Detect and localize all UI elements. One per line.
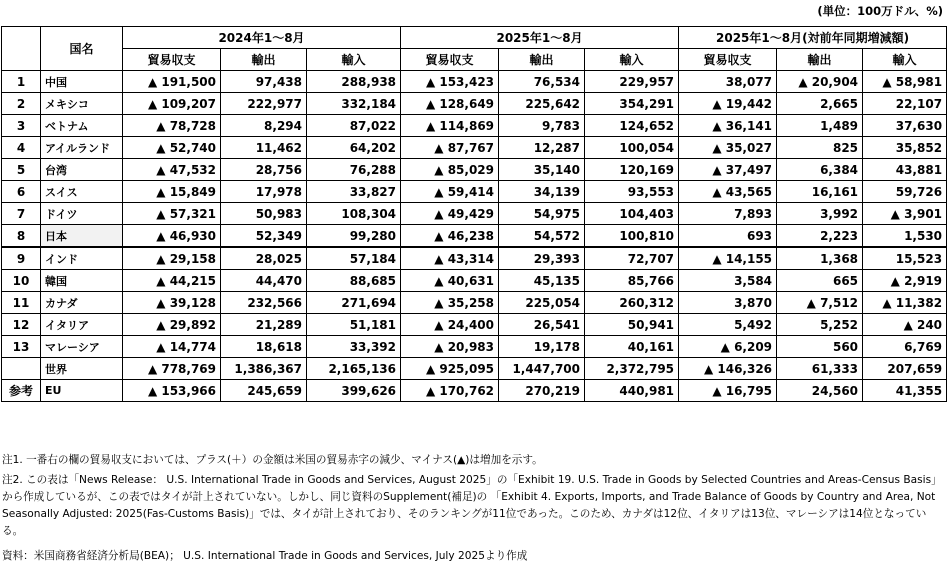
value-cell: 41,355: [863, 380, 947, 402]
rank-cell: 9: [2, 247, 41, 270]
value-cell: 37,630: [863, 115, 947, 137]
value-cell: 93,553: [585, 181, 679, 203]
value-cell: 229,957: [585, 71, 679, 93]
rank-cell: 2: [2, 93, 41, 115]
value-cell: 97,438: [221, 71, 307, 93]
value-cell: 5,492: [679, 314, 777, 336]
value-cell: ▲ 3,901: [863, 203, 947, 225]
subcol-exports: 輸出: [499, 49, 585, 71]
value-cell: 1,368: [777, 247, 863, 270]
value-cell: ▲ 7,512: [777, 292, 863, 314]
subcol-balance: 貿易収支: [123, 49, 221, 71]
value-cell: 76,288: [307, 159, 401, 181]
value-cell: ▲ 14,774: [123, 336, 221, 358]
country-cell: ドイツ: [41, 203, 123, 225]
value-cell: 124,652: [585, 115, 679, 137]
table-row: [2, 314, 947, 336]
value-cell: 354,291: [585, 93, 679, 115]
table-row: [2, 336, 947, 358]
value-cell: ▲ 29,892: [123, 314, 221, 336]
value-cell: 665: [777, 270, 863, 292]
value-cell: ▲ 20,904: [777, 71, 863, 93]
group-header-2025: 2025年1～8月: [401, 27, 679, 49]
country-cell: 中国: [41, 71, 123, 93]
value-cell: ▲ 49,429: [401, 203, 499, 225]
country-cell: イタリア: [41, 314, 123, 336]
header-row-subcols: [2, 49, 947, 71]
value-cell: 2,372,795: [585, 358, 679, 380]
value-cell: ▲ 191,500: [123, 71, 221, 93]
value-cell: 232,566: [221, 292, 307, 314]
value-cell: 260,312: [585, 292, 679, 314]
value-cell: 100,810: [585, 225, 679, 248]
value-cell: 50,941: [585, 314, 679, 336]
value-cell: ▲ 52,740: [123, 137, 221, 159]
rank-cell: 12: [2, 314, 41, 336]
value-cell: 245,659: [221, 380, 307, 402]
table-body: [2, 71, 947, 402]
value-cell: ▲ 78,728: [123, 115, 221, 137]
note-1: 注1. 一番右の欄の貿易収支においては、プラス(＋）の金額は米国の貿易赤字の減少、マイナス(▲)は増加を示す。: [2, 454, 543, 466]
value-cell: 271,694: [307, 292, 401, 314]
value-cell: ▲ 24,400: [401, 314, 499, 336]
table-row: [2, 137, 947, 159]
value-cell: 222,977: [221, 93, 307, 115]
subcol-balance: 貿易収支: [401, 49, 499, 71]
rank-cell: [2, 358, 41, 380]
value-cell: ▲ 20,983: [401, 336, 499, 358]
value-cell: 5,252: [777, 314, 863, 336]
value-cell: 207,659: [863, 358, 947, 380]
notes: [2, 452, 942, 565]
table-row: [2, 181, 947, 203]
table-row: [2, 71, 947, 93]
country-cell: 日本: [41, 225, 123, 248]
value-cell: 44,470: [221, 270, 307, 292]
value-cell: 64,202: [307, 137, 401, 159]
value-cell: 57,184: [307, 247, 401, 270]
subcol-exports: 輸出: [221, 49, 307, 71]
value-cell: ▲ 11,382: [863, 292, 947, 314]
value-cell: ▲ 778,769: [123, 358, 221, 380]
value-cell: 76,534: [499, 71, 585, 93]
rank-cell: 8: [2, 225, 41, 248]
value-cell: 33,827: [307, 181, 401, 203]
source-note: 資料：米国商務省経済分析局(BEA)； U.S. International Trade in Goods and Services, July 2025より作成: [2, 550, 528, 562]
value-cell: 9,783: [499, 115, 585, 137]
value-cell: 2,223: [777, 225, 863, 248]
value-cell: 3,584: [679, 270, 777, 292]
value-cell: 12,287: [499, 137, 585, 159]
value-cell: 54,975: [499, 203, 585, 225]
value-cell: 24,560: [777, 380, 863, 402]
value-cell: 825: [777, 137, 863, 159]
country-cell: カナダ: [41, 292, 123, 314]
subcol-imports: 輸入: [307, 49, 401, 71]
value-cell: 35,140: [499, 159, 585, 181]
table-row: [2, 203, 947, 225]
value-cell: 40,161: [585, 336, 679, 358]
value-cell: ▲ 37,497: [679, 159, 777, 181]
value-cell: ▲ 109,207: [123, 93, 221, 115]
value-cell: 693: [679, 225, 777, 248]
country-cell: スイス: [41, 181, 123, 203]
table-row: [2, 115, 947, 137]
country-cell: 台湾: [41, 159, 123, 181]
value-cell: ▲ 39,128: [123, 292, 221, 314]
group-header-change: 2025年1～8月(対前年同期増減額): [679, 27, 947, 49]
value-cell: 16,161: [777, 181, 863, 203]
value-cell: ▲ 14,155: [679, 247, 777, 270]
value-cell: 21,289: [221, 314, 307, 336]
value-cell: 6,384: [777, 159, 863, 181]
value-cell: 288,938: [307, 71, 401, 93]
value-cell: ▲ 57,321: [123, 203, 221, 225]
value-cell: 108,304: [307, 203, 401, 225]
value-cell: ▲ 36,141: [679, 115, 777, 137]
value-cell: 440,981: [585, 380, 679, 402]
value-cell: ▲ 47,532: [123, 159, 221, 181]
country-header: 国名: [41, 27, 123, 71]
value-cell: ▲ 29,158: [123, 247, 221, 270]
rank-cell: 3: [2, 115, 41, 137]
rank-cell: 13: [2, 336, 41, 358]
value-cell: 1,489: [777, 115, 863, 137]
value-cell: 399,626: [307, 380, 401, 402]
country-cell: アイルランド: [41, 137, 123, 159]
value-cell: ▲ 35,027: [679, 137, 777, 159]
value-cell: 120,169: [585, 159, 679, 181]
table-row: [2, 292, 947, 314]
table-row: [2, 93, 947, 115]
table-row: [2, 159, 947, 181]
value-cell: ▲ 85,029: [401, 159, 499, 181]
value-cell: 3,992: [777, 203, 863, 225]
value-cell: 270,219: [499, 380, 585, 402]
value-cell: ▲ 35,258: [401, 292, 499, 314]
value-cell: ▲ 43,314: [401, 247, 499, 270]
rank-cell: 4: [2, 137, 41, 159]
country-cell: メキシコ: [41, 93, 123, 115]
table-row: [2, 380, 947, 402]
table-row: [2, 270, 947, 292]
country-cell: 世界: [41, 358, 123, 380]
value-cell: ▲ 2,919: [863, 270, 947, 292]
value-cell: ▲ 15,849: [123, 181, 221, 203]
value-cell: 45,135: [499, 270, 585, 292]
value-cell: ▲ 6,209: [679, 336, 777, 358]
value-cell: 43,881: [863, 159, 947, 181]
value-cell: 38,077: [679, 71, 777, 93]
value-cell: 35,852: [863, 137, 947, 159]
value-cell: 72,707: [585, 247, 679, 270]
value-cell: 85,766: [585, 270, 679, 292]
value-cell: 104,403: [585, 203, 679, 225]
trade-table: [1, 26, 947, 402]
value-cell: 7,893: [679, 203, 777, 225]
subcol-imports: 輸入: [863, 49, 947, 71]
value-cell: 19,178: [499, 336, 585, 358]
value-cell: ▲ 59,414: [401, 181, 499, 203]
rank-cell: 参考: [2, 380, 41, 402]
country-cell: マレーシア: [41, 336, 123, 358]
value-cell: 88,685: [307, 270, 401, 292]
value-cell: 50,983: [221, 203, 307, 225]
value-cell: ▲ 153,423: [401, 71, 499, 93]
value-cell: 2,665: [777, 93, 863, 115]
value-cell: 1,447,700: [499, 358, 585, 380]
value-cell: ▲ 46,238: [401, 225, 499, 248]
value-cell: 52,349: [221, 225, 307, 248]
value-cell: 59,726: [863, 181, 947, 203]
unit-label: (単位：100万ドル、%): [817, 4, 943, 18]
rank-header: [2, 27, 41, 71]
value-cell: 22,107: [863, 93, 947, 115]
value-cell: 29,393: [499, 247, 585, 270]
value-cell: 225,642: [499, 93, 585, 115]
value-cell: 6,769: [863, 336, 947, 358]
value-cell: ▲ 43,565: [679, 181, 777, 203]
value-cell: ▲ 128,649: [401, 93, 499, 115]
value-cell: 1,530: [863, 225, 947, 248]
value-cell: ▲ 40,631: [401, 270, 499, 292]
rank-cell: 11: [2, 292, 41, 314]
rank-cell: 5: [2, 159, 41, 181]
country-cell: 韓国: [41, 270, 123, 292]
note-2: 注2. この表は「News Release： U.S. International Trade in Goods and Services, August 2025」の「Exhibit 19. U.S. Trade in Goods by Selected Countries and Areas-Census Basis」から作成しているが、この表ではタイが計上されていない。しかし、同じ資料のSupplement(補足)の 「Exhibit 4. Exports, Imports, and Trade Balance of Goods by Country and Area, Not Seasonally Adjusted: 2025(Fas-Customs Basis)」では、タイが計上されており、そのランキングが11位であった。このため、カナダは12位、イタリアは13位、マレーシアは14位となっている。: [2, 474, 942, 537]
table-row: [2, 358, 947, 380]
value-cell: 34,139: [499, 181, 585, 203]
country-cell: ベトナム: [41, 115, 123, 137]
value-cell: ▲ 925,095: [401, 358, 499, 380]
value-cell: 15,523: [863, 247, 947, 270]
rank-cell: 1: [2, 71, 41, 93]
table-row: [2, 225, 947, 248]
header-row-groups: [2, 27, 947, 49]
value-cell: 99,280: [307, 225, 401, 248]
value-cell: 8,294: [221, 115, 307, 137]
table-row: [2, 247, 947, 270]
subcol-exports: 輸出: [777, 49, 863, 71]
value-cell: 11,462: [221, 137, 307, 159]
value-cell: ▲ 19,442: [679, 93, 777, 115]
value-cell: 1,386,367: [221, 358, 307, 380]
value-cell: ▲ 46,930: [123, 225, 221, 248]
value-cell: 61,333: [777, 358, 863, 380]
value-cell: 560: [777, 336, 863, 358]
value-cell: 18,618: [221, 336, 307, 358]
value-cell: 28,025: [221, 247, 307, 270]
value-cell: 33,392: [307, 336, 401, 358]
value-cell: 100,054: [585, 137, 679, 159]
value-cell: ▲ 58,981: [863, 71, 947, 93]
value-cell: ▲ 114,869: [401, 115, 499, 137]
value-cell: 225,054: [499, 292, 585, 314]
value-cell: ▲ 240: [863, 314, 947, 336]
value-cell: 28,756: [221, 159, 307, 181]
value-cell: ▲ 87,767: [401, 137, 499, 159]
subcol-balance: 貿易収支: [679, 49, 777, 71]
value-cell: ▲ 16,795: [679, 380, 777, 402]
rank-cell: 10: [2, 270, 41, 292]
value-cell: 51,181: [307, 314, 401, 336]
value-cell: 17,978: [221, 181, 307, 203]
value-cell: 26,541: [499, 314, 585, 336]
value-cell: 3,870: [679, 292, 777, 314]
value-cell: 54,572: [499, 225, 585, 248]
value-cell: ▲ 146,326: [679, 358, 777, 380]
value-cell: ▲ 153,966: [123, 380, 221, 402]
value-cell: 2,165,136: [307, 358, 401, 380]
country-cell: EU: [41, 380, 123, 402]
rank-cell: 7: [2, 203, 41, 225]
value-cell: ▲ 44,215: [123, 270, 221, 292]
subcol-imports: 輸入: [585, 49, 679, 71]
value-cell: 332,184: [307, 93, 401, 115]
value-cell: 87,022: [307, 115, 401, 137]
rank-cell: 6: [2, 181, 41, 203]
group-header-2024: 2024年1～8月: [123, 27, 401, 49]
country-cell: インド: [41, 247, 123, 270]
value-cell: ▲ 170,762: [401, 380, 499, 402]
